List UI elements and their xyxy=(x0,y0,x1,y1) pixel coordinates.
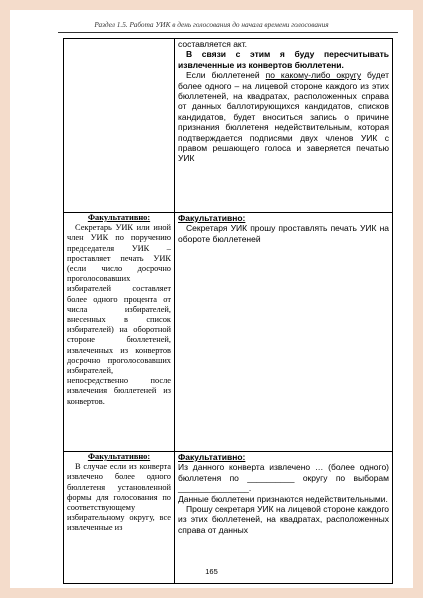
text-span: Если бюллетеней xyxy=(186,70,266,81)
paragraph: составляется акт. xyxy=(178,39,248,49)
paragraph: Из данного конверта извлечено … (более одного) бюллетеня по __________ округу по выборам _______________. xyxy=(178,462,389,494)
procedure-table xyxy=(63,38,393,584)
document-page xyxy=(10,10,413,588)
paragraph xyxy=(178,70,389,164)
running-header: Раздел 1.5. Работа УИК в день голосования до начала времени голосования xyxy=(94,20,329,29)
table-row xyxy=(64,213,393,452)
paragraph: В случае если из конверта извлечено более одного бюллетеня установленной формы для голосования по соответствующему избирательному округу, все извлеченные из xyxy=(67,462,171,533)
optional-label: Факультативно: xyxy=(87,213,151,222)
paragraph: Прошу секретаря УИК на лицевой стороне каждого из этих бюллетеней, на квадратах, расположенных справа от данных xyxy=(178,504,389,535)
text-span: будет более одного – на лицевой стороне каждого из этих бюллетеней, на квадратах, расположенных справа от данных баллотирующихся кандидатов, списков кандидатов, будет вноситься запись о причине признания бюллетеня недействительным, которая подтверждается подписями двух членов УИК с правом решающего голоса и заверяется печатью УИК xyxy=(178,70,390,164)
bold-paragraph: В связи с этим я буду пересчитывать извлеченные из конвертов бюллетени. xyxy=(178,49,389,70)
table-row xyxy=(64,452,393,584)
paragraph: Данные бюллетени признаются недействительными. xyxy=(178,493,388,504)
left-cell-empty xyxy=(64,39,175,213)
right-cell xyxy=(175,39,393,213)
right-cell xyxy=(175,452,393,584)
page-number: 165 xyxy=(205,567,218,576)
paragraph: Секретарь УИК или иной член УИК по поручению председателя УИК – проставляет печать УИК (если число досрочно проголосовавших избирателей составляет более одного процента от числа избирателей, внесенных в список избирателей) на оборотной стороне бюллетеней, извлеченных из конвертов досрочно проголосовавших избирателей, непосредственно после извлечения бюллетеней из конвертов. xyxy=(67,223,171,406)
optional-label: Факультативно: xyxy=(178,452,246,462)
optional-label: Факультативно: xyxy=(178,213,246,223)
right-cell xyxy=(175,213,393,452)
left-cell xyxy=(64,213,175,452)
header-rule xyxy=(58,32,398,33)
underlined-text: по какому-либо округу xyxy=(265,70,362,81)
left-cell xyxy=(64,452,175,584)
table-row xyxy=(64,39,393,213)
paragraph: Секретаря УИК прошу проставлять печать УИК на обороте бюллетеней xyxy=(178,223,389,244)
optional-label: Факультативно: xyxy=(87,452,151,461)
